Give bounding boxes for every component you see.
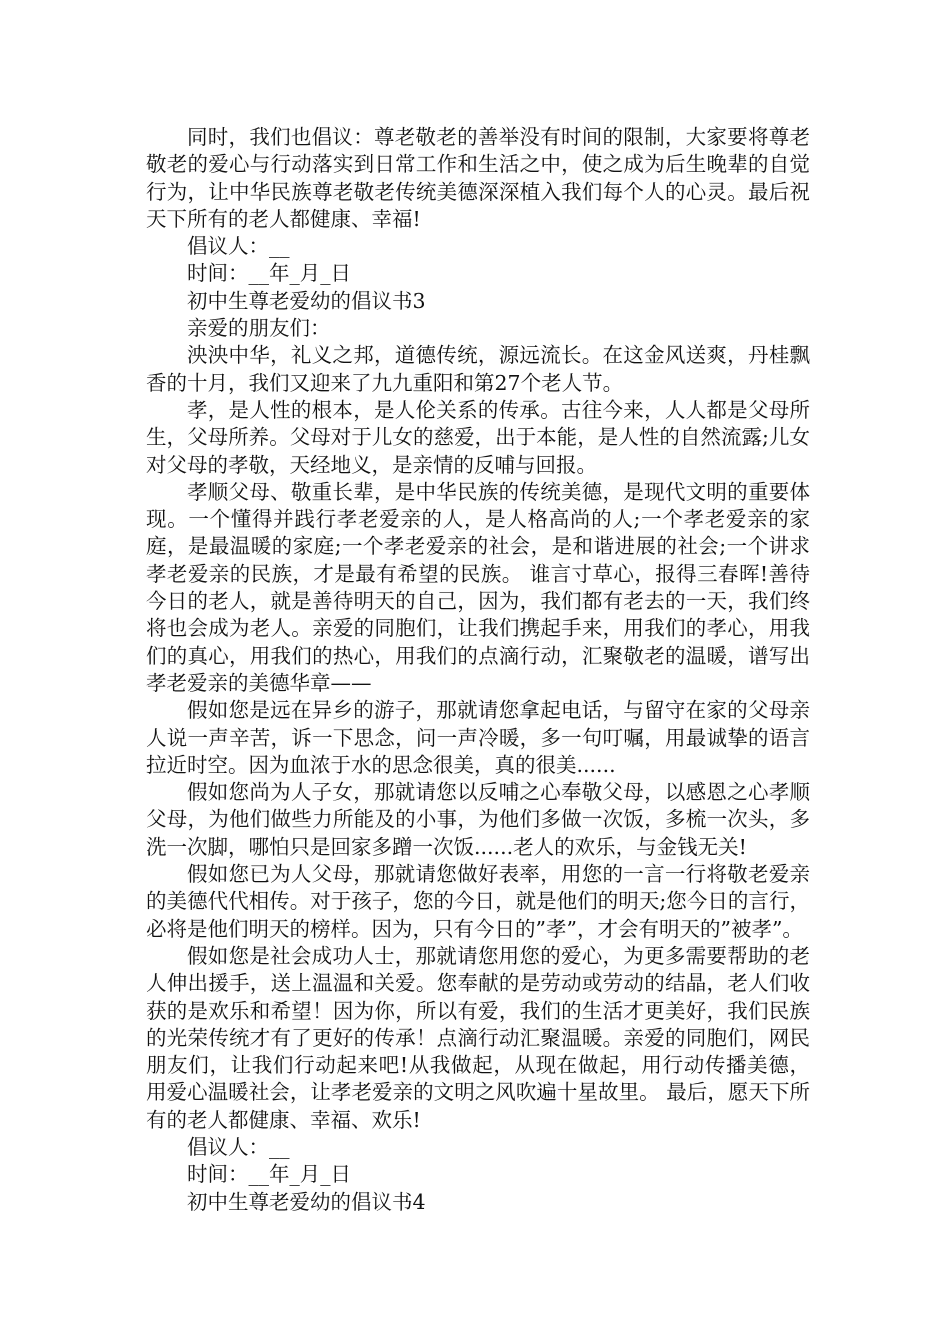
paragraph-successful: 假如您是社会成功人士，那就请您用您的爱心，为更多需要帮助的老人伸出援手，送上温温和关爱。您奉献的是劳动或劳动的结晶，老人们收获的是欢乐和希望！因为你，所以有爱，我们的生活才更美好，我们民族的光荣传统才有了更好的传承！点滴行动汇聚温暖。亲爱的同胞们，网民朋友们，让我们行动起来吧!从我做起，从现在做起，用行动传播美德，用爱心温暖社会，让孝老爱亲的文明之风吹遍十星故里。 最后，愿天下所有的老人都健康、幸福、欢乐! — [146, 943, 810, 1132]
greeting: 亲爱的朋友们： — [187, 316, 331, 341]
paragraph-children: 假如您尚为人子女，那就请您以反哺之心奉敬父母，以感恩之心孝顺父母，为他们做些力所能及的小事，为他们多做一次饭，多梳一次头，多洗一次脚，哪怕只是回家多蹭一次饭......老人的欢乐，与金钱无关! — [146, 780, 810, 859]
section-title: 初中生尊老爱幼的倡议书3 — [187, 288, 426, 313]
paragraph-virtue: 孝顺父母、敬重长辈，是中华民族的传统美德，是现代文明的重要体现。一个懂得并践行孝老爱亲的人，是人格高尚的人;一个孝老爱亲的家庭，是最温暖的家庭;一个孝老爱亲的社会，是和谐进展的社会;一个讲求孝老爱亲的民族，才是最有希望的民族。 谁言寸草心，报得三春晖!善待今日的老人，就是善待明天的自己，因为，我们都有老去的一天，我们终将也会成为老人。亲爱的同胞们，让我们携起手来，用我们的孝心，用我们的真心，用我们的热心，用我们的点滴行动，汇聚敬老的温暖，谱写出孝老爱亲的美德华章—— — [146, 479, 810, 695]
date-line: 时间：__年_月_日 — [187, 261, 351, 286]
signature-line: 倡议人：__ — [187, 1134, 290, 1159]
signature-line: 倡议人：__ — [187, 234, 290, 259]
paragraph-wanderer: 假如您是远在异乡的游子，那就请您拿起电话，与留守在家的父母亲人说一声辛苦，诉一下思念，问一声冷暖，多一句叮嘱，用最诚挚的语言拉近时空。因为血浓于水的思念很美，真的很美...... — [146, 698, 810, 777]
document-body — [146, 124, 810, 1216]
section-title: 初中生尊老爱幼的倡议书4 — [187, 1189, 426, 1214]
paragraph-filial-piety: 孝，是人性的根本，是人伦关系的传承。古往今来，人人都是父母所生，父母所养。父母对于儿女的慈爱，出于本能，是人性的自然流露;儿女对父母的孝敬，天经地义，是亲情的反哺与回报。 — [146, 397, 810, 477]
date-line: 时间：__年_月_日 — [187, 1162, 351, 1187]
paragraph-intro: 泱泱中华，礼义之邦，道德传统，源远流长。在这金风送爽，丹桂飘香的十月，我们又迎来了九九重阳和第27个老人节。 — [146, 343, 810, 395]
paragraph-parents: 假如您已为人父母，那就请您做好表率，用您的一言一行将敬老爱亲的美德代代相传。对于孩子，您的今日，就是他们的明天;您今日的言行，必将是他们明天的榜样。因为，只有今日的”孝”，才会有明天的”被孝”。 — [146, 862, 810, 941]
paragraph-initiative: 同时，我们也倡议：尊老敬老的善举没有时间的限制，大家要将尊老敬老的爱心与行动落实到日常工作和生活之中，使之成为后生晚辈的自觉行为，让中华民族尊老敬老传统美德深深植入我们每个人的心灵。最后祝天下所有的老人都健康、幸福! — [146, 125, 810, 231]
